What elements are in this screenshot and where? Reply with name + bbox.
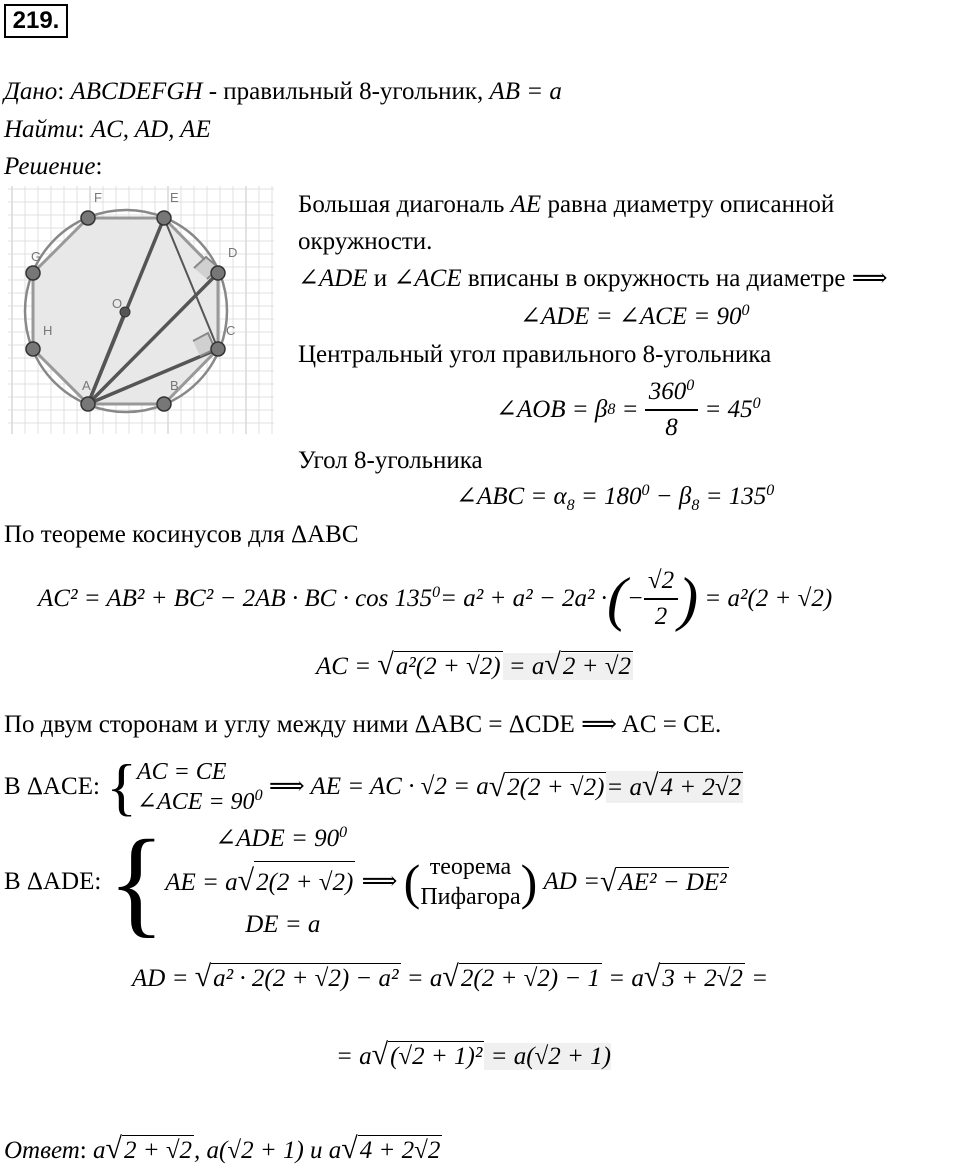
equation-ac-squared: AC² = AB² + BC² − 2AB · BC · cos 135 $^0$ = a² + a² − 2a² · ( − $\frac{√2}{2}$ ) = a²(2 + √2) bbox=[38, 566, 833, 632]
equation-polygon-angle: ∠ABC = $\alpha_8 = 180^0 - \beta_8 = 135^0$ bbox=[456, 482, 775, 514]
vertex-point-e bbox=[157, 211, 171, 225]
problem-number: 219. bbox=[4, 4, 68, 38]
find-line: Найти: AC, AD, AE bbox=[4, 116, 211, 143]
solution-line: Решение: bbox=[4, 153, 103, 180]
equation-ad: AD = √a² · 2(2 + √2) − a² = a√2(2 + √2) − 1 = a√3 + 2√2 = bbox=[132, 960, 769, 993]
solution-label: Решение bbox=[4, 153, 96, 180]
vertex-point-d bbox=[211, 266, 225, 280]
given-side: AB = a bbox=[489, 78, 562, 105]
given-label: Дано bbox=[4, 78, 58, 105]
vertex-label-b: B bbox=[170, 378, 179, 393]
vertex-point-a bbox=[81, 397, 95, 411]
given-line: Дано: ABCDEFGH - правильный 8-угольник, AB = a bbox=[4, 78, 562, 105]
text-line-2: окружности. bbox=[298, 228, 433, 255]
find-items: AC, AD, AE bbox=[90, 116, 211, 143]
given-polygon: ABCDEFGH bbox=[70, 78, 203, 105]
vertex-label-h: H bbox=[43, 323, 53, 338]
answer-line: Ответ: a√2 + √2, a(√2 + 1) и a√4 + 2√2 bbox=[4, 1132, 441, 1165]
center-label: O bbox=[112, 296, 123, 311]
system-ace: В ΔACE: { AC = CE ∠ACE = $90^0$ ⟹ AE = AC · √2 = a √ 2(2 + √2) = a√4 + 2√2 bbox=[4, 751, 742, 822]
equation-right-angles: ∠ADE = ∠ACE = $90^0$ bbox=[520, 302, 750, 330]
text-cosine-theorem: По теореме косинусов для ΔABC bbox=[4, 521, 359, 548]
vertex-label-g: G bbox=[31, 249, 42, 264]
given-text: - правильный 8-угольник, bbox=[202, 78, 490, 105]
vertex-label-f: F bbox=[94, 190, 102, 205]
system-ade: В ΔADE: { ∠ADE = $90^0$ AE = a√2(2 + √2) DE = a ⟹ ( теорема Пифагора ) AD = √ AE² − DE² bbox=[4, 815, 727, 948]
vertex-point-c bbox=[211, 342, 225, 356]
equation-ac: AC = √a²(2 + √2) = a√2 + √2 bbox=[316, 648, 631, 681]
fraction-360-8: $\frac{360^0}{8}$ bbox=[645, 375, 699, 445]
vertex-point-h bbox=[26, 342, 40, 356]
text-line-1: Большая диагональ AE равна диаметру описанной bbox=[298, 191, 835, 218]
vertex-label-d: D bbox=[228, 245, 238, 260]
text-line-7: Угол 8-угольника bbox=[298, 447, 483, 474]
octagon-figure bbox=[8, 186, 274, 434]
vertex-point-f bbox=[81, 211, 95, 225]
equation-ad-final: = a√(√2 + 1)² = a(√2 + 1) bbox=[336, 1038, 611, 1071]
find-label: Найти bbox=[4, 116, 78, 143]
equation-central-angle: ∠AOB = β 8 = $\frac{360^0}{8}$ = 45 $^0$ bbox=[496, 375, 761, 445]
text-line-5: Центральный угол правильного 8-угольника bbox=[298, 341, 772, 368]
vertex-point-g bbox=[26, 266, 40, 280]
text-line-3: ∠ADE и ∠ACE вписаны в окружность на диаметре ⟹ bbox=[298, 265, 888, 292]
vertex-label-e: E bbox=[170, 190, 179, 205]
vertex-label-a: A bbox=[82, 378, 91, 393]
text-congruence: По двум сторонам и углу между ними ΔABC = ΔCDE ⟹ AC = CE. bbox=[4, 711, 722, 738]
vertex-label-c: C bbox=[226, 323, 236, 338]
vertex-point-b bbox=[157, 397, 171, 411]
